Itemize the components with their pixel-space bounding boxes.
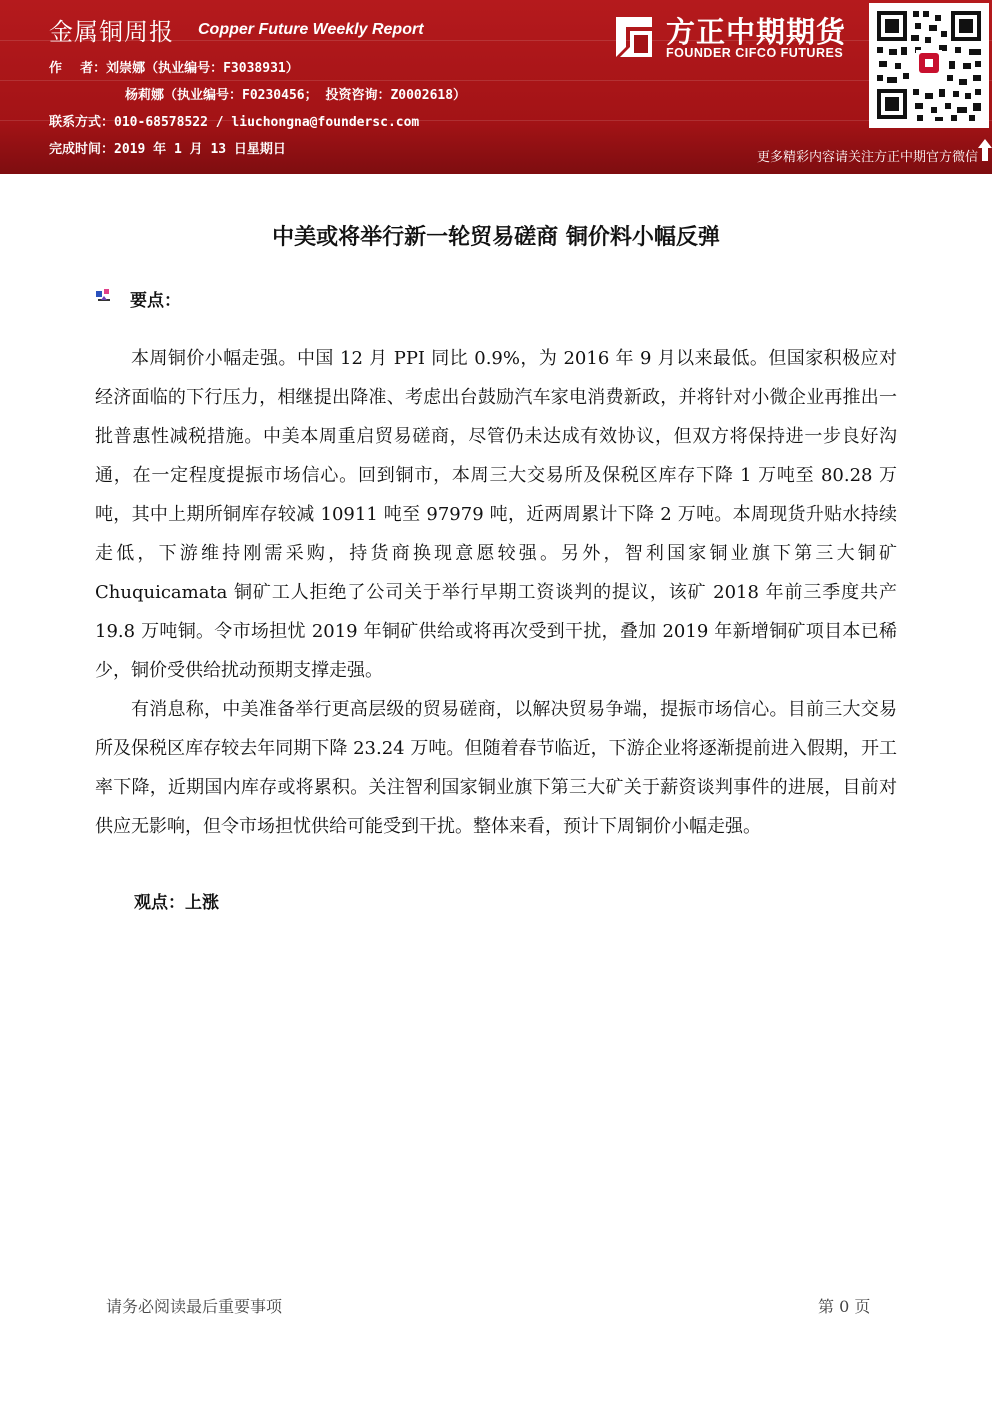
founder-logo-icon (608, 13, 656, 61)
author-2: 杨莉娜（执业编号：F0230456； 投资咨询：Z0002618） (125, 88, 467, 103)
report-header (0, 0, 992, 174)
date-label: 完成时间： (49, 142, 115, 157)
arrow-up-icon (978, 139, 992, 161)
qr-code-icon (869, 3, 989, 128)
bullet-icon (96, 289, 112, 305)
key-points-label: 要点： (130, 291, 181, 311)
footer-disclaimer-note: 请务必阅读最后重要事项 (106, 1297, 283, 1316)
paragraph-2: 有消息称，中美准备举行更高层级的贸易磋商，以解决贸易争端，提振市场信心。目前三大交易所及保税区库存较去年同期下降 23.24 万吨。但随着春节临近，下游企业将逐渐提前进入假期，开工率下降，近期国内库存或将累积。关注智利国家铜业旗下第三大矿关于薪资谈判事件的进展，目前对供应无影响，但令市场担忧供给可能受到干扰。整体来看，预计下周铜价小幅走强。 (95, 699, 897, 837)
date-line (49, 138, 286, 157)
author-1: 刘崇娜（执业编号：F3038931） (106, 61, 299, 76)
report-title-en: Copper Future Weekly Report (198, 21, 424, 38)
date-value: 2019 年 1 月 13 日星期日 (114, 142, 286, 157)
company-logo (608, 10, 863, 68)
header-stripe (0, 80, 992, 81)
logo-text-cn: 方正中期期货 (666, 15, 847, 49)
document-title: 中美或将举行新一轮贸易磋商 铜价料小幅反弹 (272, 225, 720, 250)
report-title: 金属铜周报 (49, 18, 174, 46)
contact-line (49, 111, 419, 130)
view-conclusion: 观点：上涨 (134, 893, 219, 913)
body-text (95, 339, 897, 846)
qr-code[interactable] (869, 3, 989, 128)
authors-line (49, 57, 299, 76)
page-number: 第 0 页 (818, 1297, 871, 1316)
paragraph-1: 本周铜价小幅走强。中国 12 月 PPI 同比 0.9%，为 2016 年 9 月以来最低。但国家积极应对经济面临的下行压力，相继提出降准、考虑出台鼓励汽车家电消费新政，并将针对小微企业再推出一批普惠性减税措施。中美本周重启贸易磋商，尽管仍未达成有效协议，但双方将保持进一步良好沟通，在一定程度提振市场信心。回到铜市，本周三大交易所及保税区库存下降 1 万吨至 80.28 万吨，其中上期所铜库存较减 10911 吨至 97979 吨，近两周累计下降 2 万吨。本周现货升贴水持续走低，下游维持刚需采购，持货商换现意愿较强。另外，智利国家铜业旗下第三大铜矿 Chuquicamata 铜矿工人拒绝了公司关于举行早期工资谈判的提议，该矿 2018 年前三季度共产 19.8 万吨铜。令市场担忧 2019 年铜矿供给或将再次受到干扰，叠加 2019 年新增铜矿项目本已稀少，铜价受供给扰动预期支撑走强。 (95, 348, 897, 681)
wechat-follow-note: 更多精彩内容请关注方正中期官方微信 (756, 150, 978, 165)
logo-text-en: FOUNDER CIFCO FUTURES (666, 46, 844, 60)
authors-label: 作 者： (49, 61, 107, 76)
contact-label: 联系方式： (49, 115, 115, 130)
contact-value: 010-68578522 / liuchongna@foundersc.com (114, 115, 420, 130)
